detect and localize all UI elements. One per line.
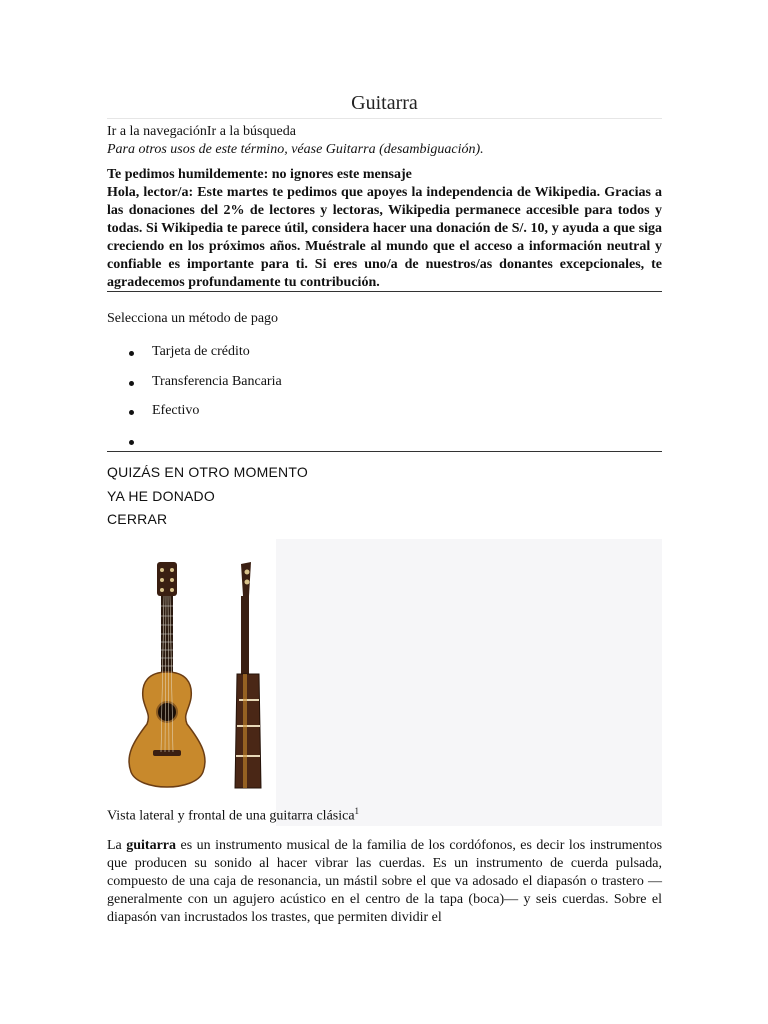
- already-donated-button[interactable]: YA HE DONADO: [107, 488, 215, 504]
- title-divider: [107, 118, 662, 119]
- payment-method-cash[interactable]: [107, 403, 282, 433]
- footnote-ref[interactable]: 1: [354, 806, 360, 816]
- payment-method-card[interactable]: [107, 344, 282, 374]
- figure-caption: [107, 806, 359, 825]
- banner-heading: Te pedimos humildemente: no ignores este mensaje: [107, 167, 412, 182]
- bullet-icon: [129, 351, 134, 356]
- close-button[interactable]: CERRAR: [107, 511, 168, 527]
- bullet-icon: [129, 381, 134, 386]
- payment-method-label: Efectivo: [152, 403, 200, 418]
- figure-panel: [276, 539, 662, 826]
- methods-divider: [107, 451, 662, 452]
- maybe-later-button[interactable]: QUIZÁS EN OTRO MOMENTO: [107, 464, 308, 480]
- payment-method-empty[interactable]: [107, 433, 282, 463]
- caption-text: Vista lateral y frontal de una guitarra clásica: [107, 808, 355, 824]
- payment-method-transfer[interactable]: [107, 374, 282, 404]
- guitar-image: [119, 560, 269, 795]
- banner-message: Hola, lector/a: Este martes te pedimos que apoyes la independencia de Wikipedia. Gracias a las donaciones del 2% de lectores y lectoras, Wikipedia permanece accesible para todos y todas. Si Wikipedia te parece útil, considera hacer una donación de S/. 10, y ayuda a que siga creciendo en los próximos años. Muéstrale al mundo que el acceso a información neutral y confiable es importante para ti. Si eres uno/a de nuestros/as donantes excepcionales, te agradecemos profundamente tu contribución.: [107, 185, 662, 290]
- bullet-icon: [129, 410, 134, 415]
- bullet-icon: [129, 440, 134, 445]
- lead-text: es un instrumento musical de la familia de los cordófonos, es decir los instrumentos que producen su sonido al hacer vibrar las cuerdas. Es un instrumento de cuerda pulsada, compuesto de una caja de resonancia, un mástil sobre el que va adosado el diapasón o trastero —generalmente con un agujero acústico en el centro de la tapa (boca)— y seis cuerdas. Sobre el diapasón van incrustados los trastes, que permiten dividir el: [107, 838, 663, 925]
- skip-links[interactable]: Ir a la navegaciónIr a la búsqueda: [107, 124, 296, 139]
- payment-method-list: [107, 344, 282, 462]
- hatnote[interactable]: Para otros usos de este término, véase Guitarra (desambiguación).: [107, 142, 484, 157]
- guitar-side-view: [235, 562, 261, 788]
- page-title: Guitarra: [351, 92, 418, 114]
- payment-method-label: Tarjeta de crédito: [152, 344, 250, 359]
- banner-divider: [107, 291, 662, 292]
- lead-prefix: La: [107, 838, 127, 853]
- lead-term: guitarra: [126, 838, 177, 853]
- guitar-front-view: [129, 562, 205, 787]
- payment-method-label: Transferencia Bancaria: [152, 373, 282, 389]
- payment-method-label: Selecciona un método de pago: [107, 311, 279, 326]
- lead-paragraph: [107, 837, 662, 927]
